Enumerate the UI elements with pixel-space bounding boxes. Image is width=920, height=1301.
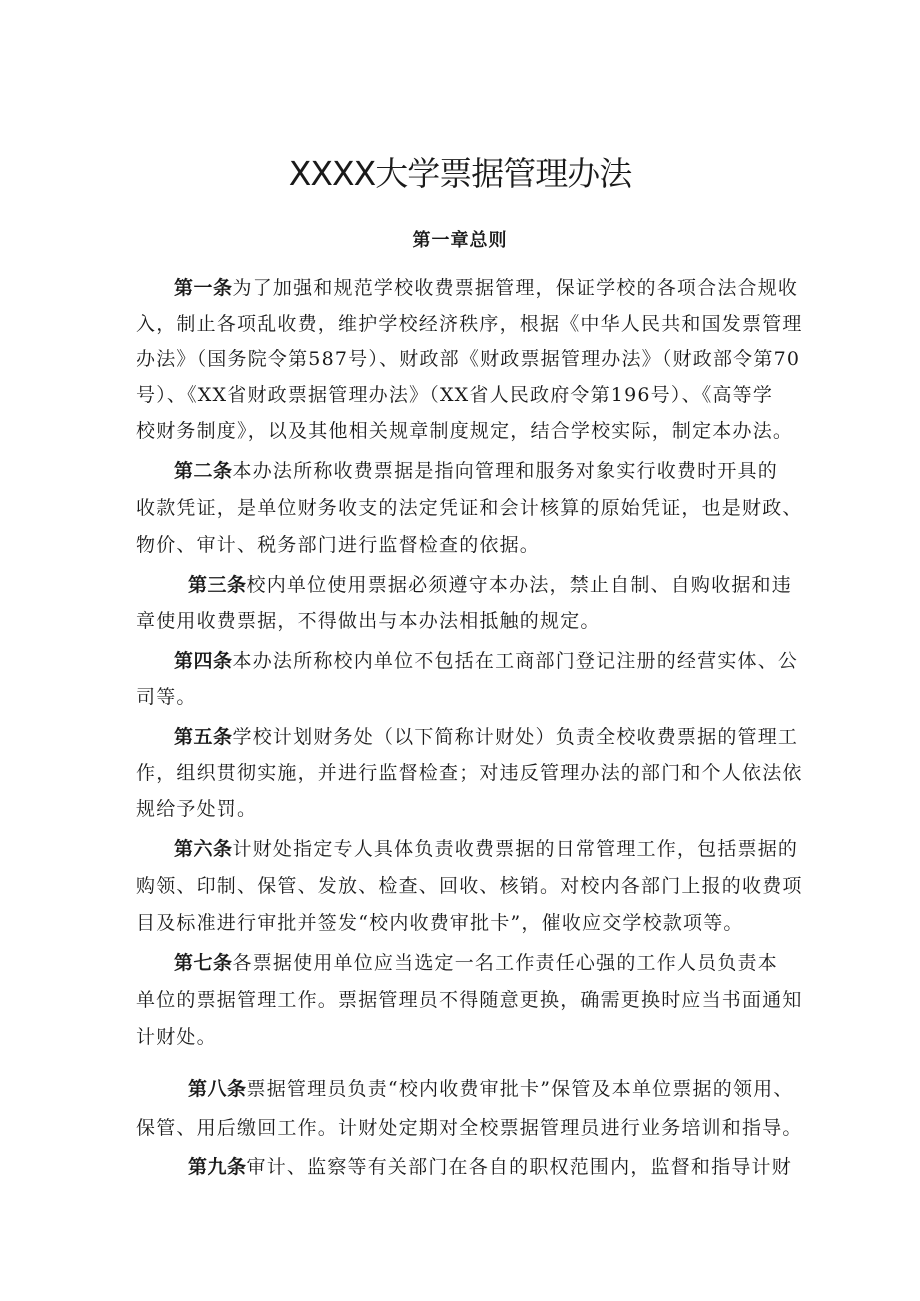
article-5-line-2: 作，组织贯彻实施，并进行监督检查；对违反管理办法的部门和个人依法依 — [136, 762, 803, 784]
article-text: 学校计划财务处（以下简称计财处）负责全校收费票据的管理工 — [232, 726, 799, 748]
article-label: 第六条 — [174, 838, 233, 860]
article-2-line-3: 物价、审计、税务部门进行监督检查的依据。 — [136, 534, 541, 556]
article-6-line-3: 目及标准进行审批并签发“校内收费审批卡”，催收应交学校款项等。 — [136, 912, 744, 934]
article-label: 第三条 — [188, 574, 247, 596]
article-7-line-2: 单位的票据管理工作。票据管理员不得随意更换，确需更换时应当书面通知 — [136, 989, 803, 1011]
chapter-heading: 第一章总则 — [412, 230, 508, 251]
article-1-line-1 — [174, 276, 854, 300]
article-1-line-4: 号）、《XX省财政票据管理办法》（XX省人民政府令第196号）、《高等学 — [136, 384, 774, 406]
article-1-line-5: 校财务制度》，以及其他相关规章制度规定，结合学校实际，制定本办法。 — [136, 420, 794, 442]
article-3-line-1 — [188, 573, 868, 597]
article-text: 审计、监察等有关部门在各自的职权范围内，监督和指导计财 — [246, 1156, 792, 1178]
article-label: 第七条 — [174, 952, 233, 974]
article-text: 本办法所称收费票据是指向管理和服务对象实行收费时开具的 — [232, 460, 778, 482]
article-text: 各票据使用单位应当选定一名工作责任心强的工作人员负责本 — [232, 952, 778, 974]
article-8-line-1 — [188, 1077, 868, 1101]
article-8-line-2: 保管、用后缴回工作。计财处定期对全校票据管理员进行业务培训和指导。 — [136, 1117, 803, 1139]
article-2-line-2: 收款凭证，是单位财务收支的法定凭证和会计核算的原始凭证，也是财政、 — [136, 497, 803, 519]
article-text: 票据管理员负责“校内收费审批卡”保管及本单位票据的领用、 — [246, 1078, 794, 1100]
article-text: 本办法所称校内单位不包括在工商部门登记注册的经营实体、公 — [232, 650, 799, 672]
article-9-line-1 — [188, 1155, 868, 1179]
article-label: 第二条 — [174, 460, 233, 482]
article-5-line-3: 规给予处罚。 — [136, 798, 258, 820]
article-label: 第四条 — [174, 650, 233, 672]
article-6-line-2: 购领、印制、保管、发放、检查、回收、核销。对校内各部门上报的收费项 — [136, 875, 803, 897]
article-label: 第一条 — [174, 277, 233, 299]
article-1-line-3: 办法》（国务院令第587号）、财政部《财政票据管理办法》（财政部令第70 — [136, 348, 801, 370]
article-label: 第五条 — [174, 726, 233, 748]
article-4-line-1 — [174, 649, 854, 673]
article-5-line-1 — [174, 725, 854, 749]
article-label: 第九条 — [188, 1156, 247, 1178]
article-2-line-1 — [174, 459, 854, 483]
document-title: XXXX大学票据管理办法 — [288, 154, 632, 193]
article-text: 计财处指定专人具体负责收费票据的日常管理工作，包括票据的 — [232, 838, 799, 860]
article-6-line-1 — [174, 837, 854, 861]
article-label: 第八条 — [188, 1078, 247, 1100]
article-4-line-2: 司等。 — [136, 686, 197, 708]
article-text: 为了加强和规范学校收费票据管理，保证学校的各项合法合规收 — [232, 277, 799, 299]
article-1-line-2: 入，制止各项乱收费，维护学校经济秩序，根据《中华人民共和国发票管理 — [136, 313, 803, 335]
article-7-line-1 — [174, 951, 854, 975]
article-text: 校内单位使用票据必须遵守本办法，禁止自制、自购收据和违 — [246, 574, 792, 596]
article-3-line-2: 章使用收费票据，不得做出与本办法相抵触的规定。 — [136, 610, 601, 632]
article-7-line-3: 计财处。 — [136, 1026, 217, 1048]
